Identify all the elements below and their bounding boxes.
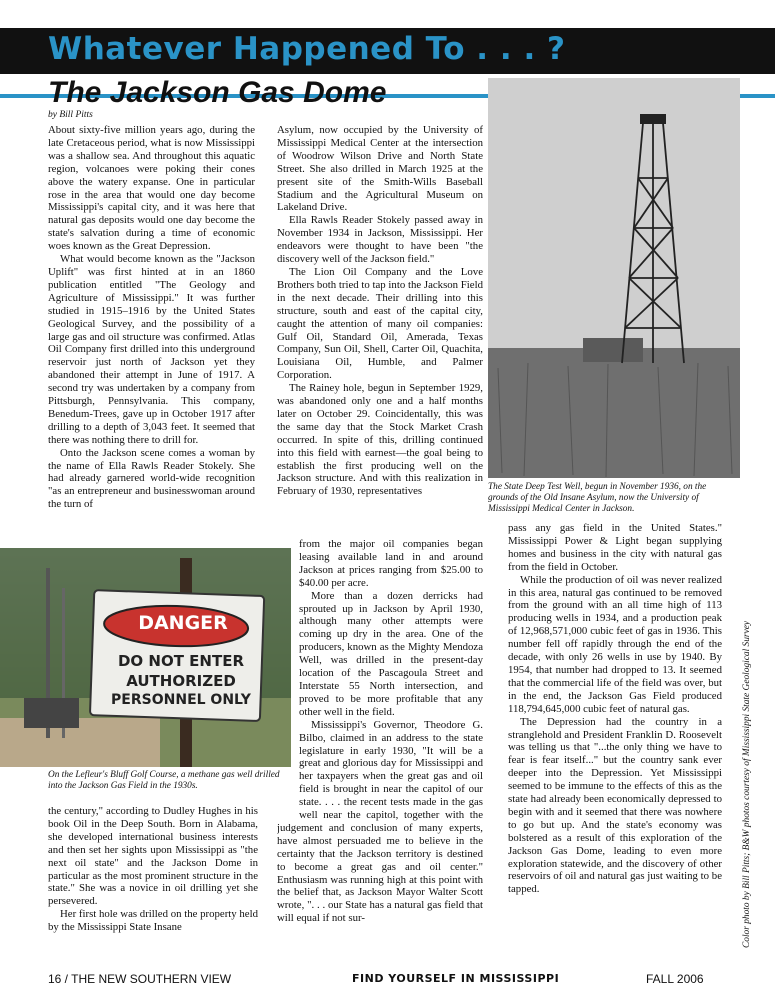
- article-paragraph: Onto the Jackson scene comes a woman by the name of Ella Rawls Reader Stokely. She had already garnered world-wide recognition "as an entrepreneur and businesswoman around the turn of: [48, 446, 255, 511]
- danger-sign-photo: [0, 548, 291, 767]
- article-paragraph: The Lion Oil Company and the Love Brothers both tried to tap into the Jackson Field in the next decade. Their drilling into this structure, south and east of the capital city, caught the attention of many oil companies: Gulf Oil, Standard Oil, Amerada, Texas Company, Sun Oil, Shell, Carter Oil, Quachita, Louisiana Oil, Humble, and Palmer Corporation.: [277, 265, 483, 382]
- photo-credit-text: Color photo by Bill Pitts; B&W photos courtesy of Mississippi State Geological Survey: [742, 620, 752, 948]
- article-paragraph: More than a dozen derricks had sprouted up in Jackson by April 1930, although many other attempts were coming up dry in the area. One of the producers, known as the Mighty Mendoza Well, was drilled in the present-day location of the Pascagoula Street and Interstate 55 North intersection, and proved to be more profitable that any other well in the field.: [299, 589, 483, 718]
- derrick-photo-caption: The State Deep Test Well, begun in November 1936, on the grounds of the Old Insane Asylum, now the University of Mississippi Medical Center in Jackson.: [488, 482, 707, 514]
- sign-text-line4: PERSONNEL ONLY: [111, 692, 251, 708]
- article-paragraph: Mississippi's Governor, Theodore G. Bilbo, claimed in an address to the state legislature in early 1930, "It will be a great and glorious day for Mississippi and her taxpayers when the great gas and oil field is brought in near the capitol of our state. . . . the recent tests made in the gas well near the capitol, together with the judgement and conclusion of many experts, have almost persuaded me to believe in the certainty that the Jackson territory is destined to become a great gas and oil center." Enthusiasm was running high at this point with the belief that, as Jackson Mayor Walter Scott wrote, ". . . our State has a natural gas field that will equal if not sur-: [277, 718, 483, 925]
- article-column-2-continued: [277, 538, 483, 950]
- section-title: Whatever Happened To . . . ?: [48, 31, 566, 67]
- footer-issue: FALL 2006: [646, 972, 704, 986]
- sign-photo-caption: On the Lefleur's Bluff Golf Course, a methane gas well drilled into the Jackson Gas Field in the 1930s.: [48, 770, 280, 791]
- footer-page-info: 16 / THE NEW SOUTHERN VIEW: [48, 972, 232, 986]
- article-column-1-continued: [48, 805, 258, 963]
- article-paragraph: The Depression had the country in a stranglehold and President Franklin D. Roosevelt was telling us that "...the only thing we have to fear is fear itself..." but the country sank ever deeper into the Depression. Yet Mississippi seemed to be immune to the effects of this as the state had already been economically depressed to begin with and it seemed that there was nowhere to go but up. And the state's economy was bolstered as a result of this exploration of the Jackson Gas Dome, leading to even more exploration statewide, and the discovery of other reservoirs of oil and natural gas just waiting to be tapped.: [508, 715, 722, 896]
- article-paragraph: the century," according to Dudley Hughes in his book Oil in the Deep South. Born in Alabama, she developed international business interests and then set her sights upon Mississippi as "the next oil state" and the Jackson Dome in particular as the most prominent structure in the state." She was a novice in oil drilling yet she persevered.: [48, 805, 258, 908]
- article-paragraph: While the production of oil was never realized in this area, natural gas continued to be removed from the ground with an all time high of 113 producing wells in 1934, and a production peak of 12,968,571,000 cubic feet of gas in 1936. This number fell off rapidly through the end of the decade, with only 26 wells in use by 1940. By 1954, that number had dropped to 13. It seemed that the commercial life of the field was over, but in the end, the Jackson Gas Field produced 118,794,645,000 cubic feet of natural gas.: [508, 573, 722, 715]
- sign-text-line2: DO NOT ENTER: [117, 652, 244, 670]
- article-paragraph: Asylum, now occupied by the University of Mississippi Medical Center at the intersection of Woodrow Wilson Drive and North State Street. She also drilled in March 1925 at the present site of the Smith-Wills Baseball Stadium and the Agricultural Museum on Lakeland Drive.: [277, 124, 483, 214]
- section-banner: [0, 28, 775, 74]
- photo-credit: [730, 548, 752, 948]
- article-paragraph: What would become known as the "Jackson Uplift" was first hinted at in an 1860 publication entitled "The Geology and Agriculture of Mississippi." It was further studied in 1915–1916 by the United States Geological Survey, and the possibility of a large gas and oil structure was confirmed. Atlas Oil Company first drilled into this underground reservoir just north of Jackson yet they abandoned their attempt in June of 1917. A second try was undertaken by a company from Pittsburgh, Pennsylvania. This company, Benedum-Trees, gave up in October 1917 after drilling to a depth of 3,043 feet. It seemed that there was nothing there to drill for.: [48, 253, 255, 446]
- sign-text-line3: AUTHORIZED: [126, 672, 236, 690]
- article-paragraph: About sixty-five million years ago, during the late Cretaceous period, what is now Mississippi was a shallow sea. And throughout this aquatic region, volcanoes were poking their cones above the watery expanse. One in particular rose in the area that would one day become Mississippi's capital city, and it was here that natural gas deposits would one day become the state's salvation during a time of economic woes known as the Great Depression.: [48, 124, 255, 253]
- article-paragraph: The Rainey hole, begun in September 1929, was abandoned only one and a half months later on October 29. Coincidentally, this was the same day that the Stock Market Crash occurred. In spite of this, drilling continued into this field with earnest—the goal being to establish the first producing well on the Jackson structure. And with this realization in February of 1930, representatives: [277, 382, 483, 498]
- article-column-1: [48, 124, 255, 548]
- article-column-2: [277, 124, 483, 538]
- sign-text-danger: DANGER: [138, 612, 228, 634]
- article-headline: The Jackson Gas Dome: [48, 76, 387, 109]
- derrick-illustration: [488, 78, 740, 478]
- article-paragraph: Her first hole was drilled on the property held by the Mississippi State Insane: [48, 908, 258, 934]
- article-column-3: [508, 522, 722, 954]
- derrick-photo: [488, 78, 740, 478]
- footer-tagline: FIND YOURSELF IN MISSISSIPPI: [352, 972, 560, 985]
- article-paragraph: from the major oil companies began leasing available land in and around Jackson at prices ranging from $25.00 to $40.00 per acre.: [299, 538, 483, 589]
- article-paragraph: pass any gas field in the United States." Mississippi Power & Light began supplying homes and business in the city with natural gas from the field in October.: [508, 522, 722, 573]
- byline: by Bill Pitts: [48, 110, 93, 120]
- article-paragraph: Ella Rawls Reader Stokely passed away in November 1934 in Jackson, Mississippi. Her endeavors were thought to have been "the discovery well of the Jackson field.": [277, 214, 483, 266]
